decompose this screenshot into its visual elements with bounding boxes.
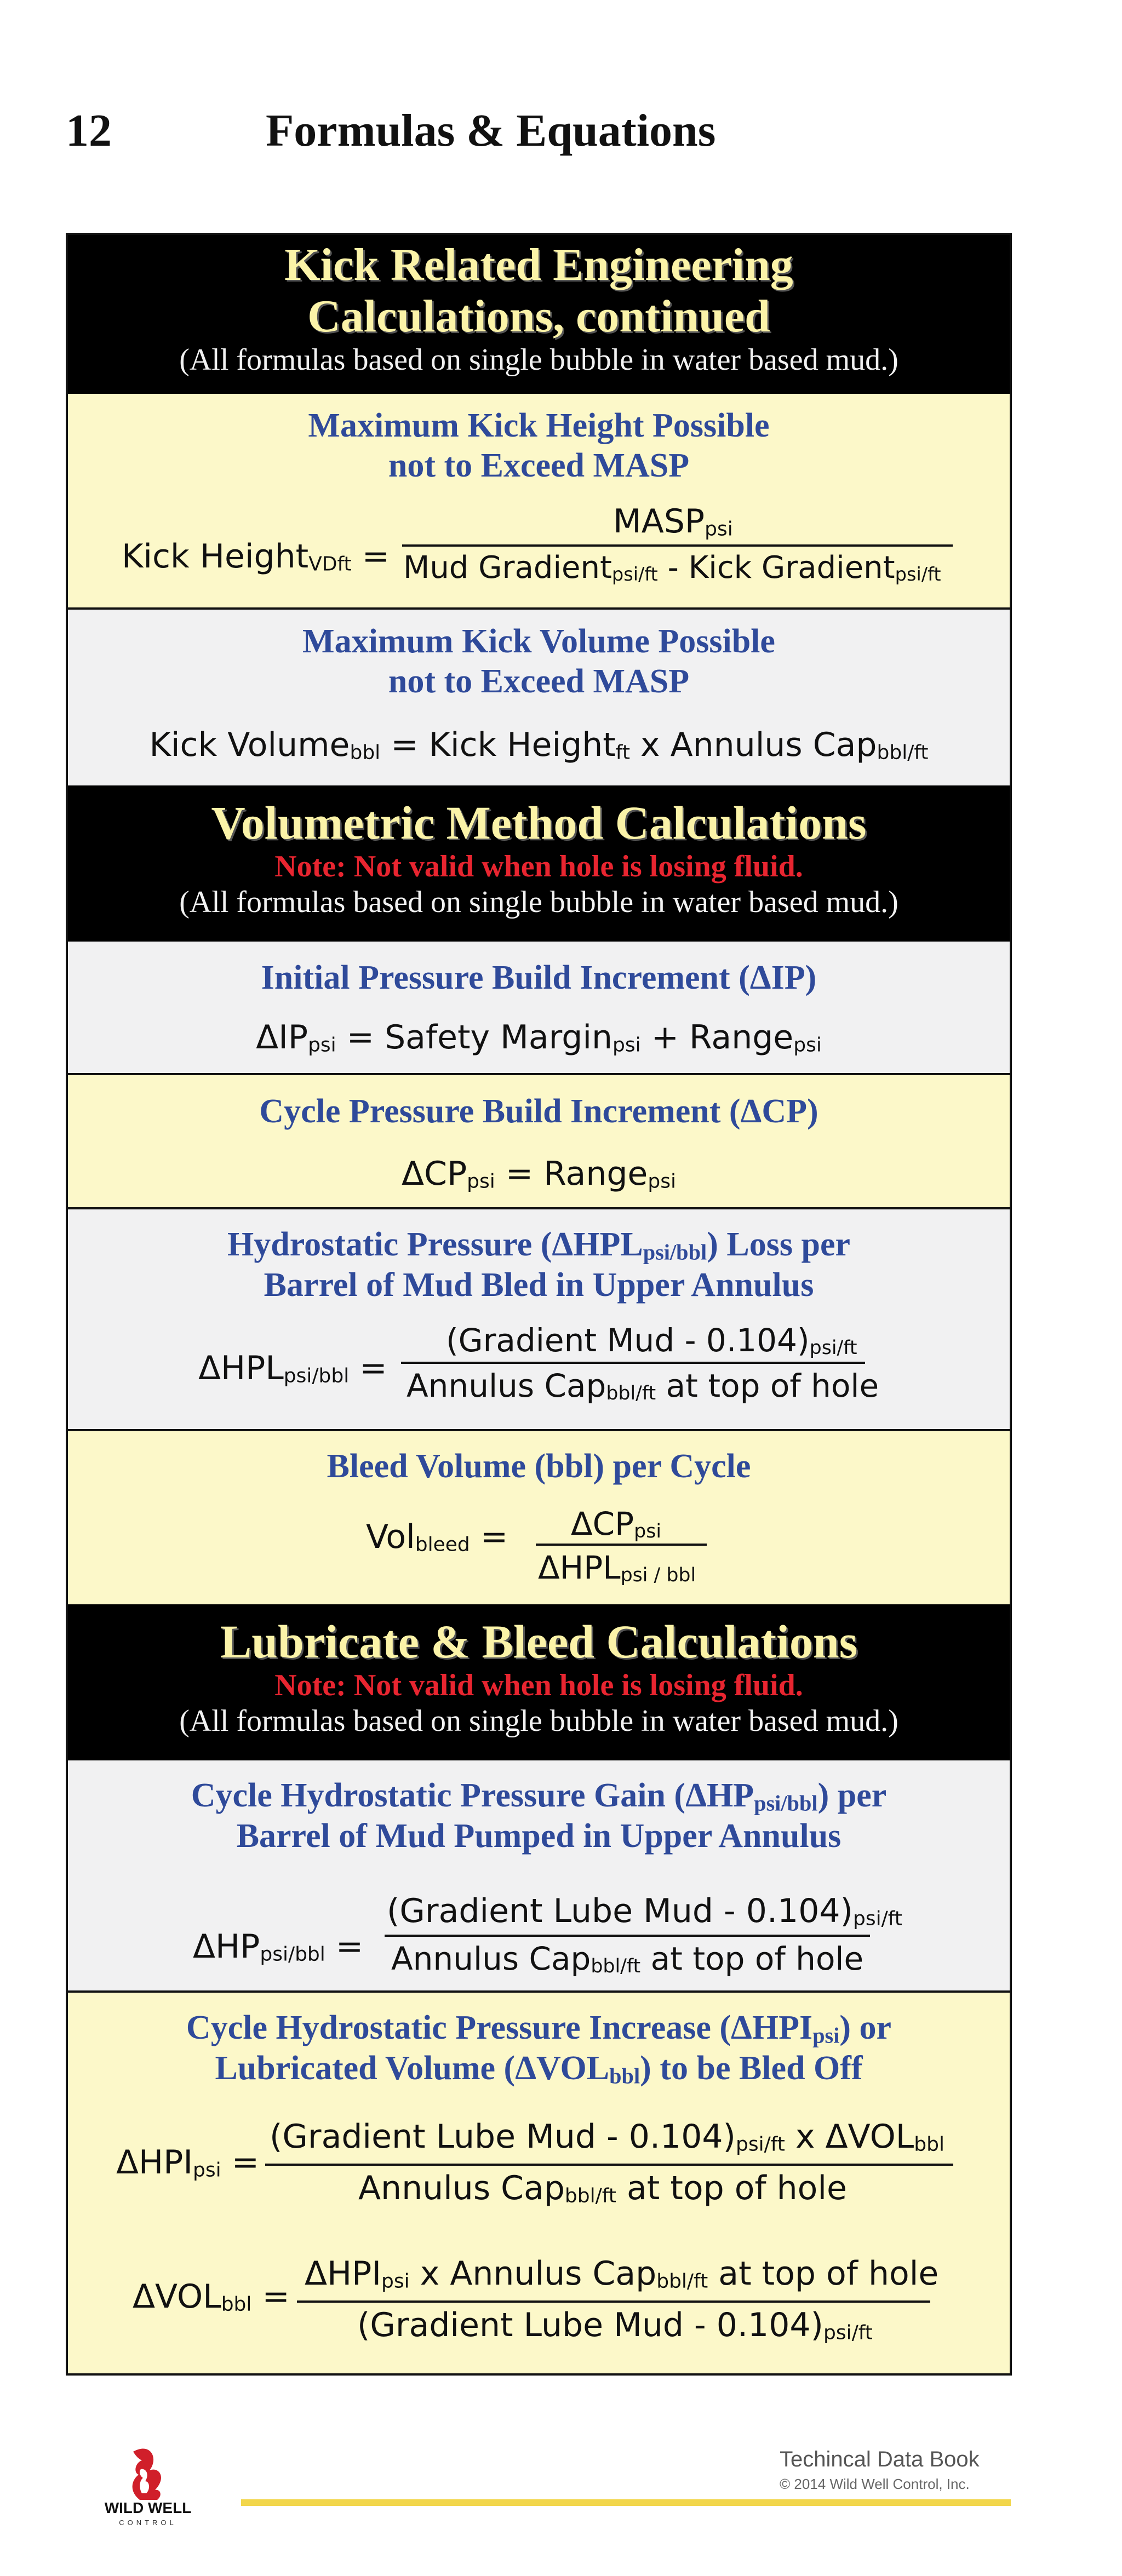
kick-volume-formula: Kick Volume$_{bbl}$ = Kick Height$_{ft}$ x Annulus Cap$_{bbl/ft}$ [149,726,929,764]
vol-numerator: $\Delta HPI_{psi}$ x Annulus Cap$_{bbl/ft}$ at top of hole [305,2254,939,2293]
max-kick-volume-title [68,622,1010,702]
hydrostatic-loss-section [68,1207,1010,1429]
max-kick-height-title [68,406,1010,486]
max-kick-height-section [68,394,1010,607]
vol-fraction-line [297,2300,930,2303]
hp-lhs: $\Delta HP_{psi/bbl}$ = [193,1927,364,1966]
max-kick-volume-title-line1: Maximum Kick Volume Possible [302,623,775,660]
page-title: Formulas & Equations [266,105,716,156]
cycle-pressure-title: Cycle Pressure Build Increment (ΔCP) [259,1093,818,1130]
kick-height-fraction-line [402,544,953,547]
cycle-gain-section [68,1760,1010,1990]
hp-denominator: Annulus Cap$_{bbl/ft}$ at top of hole [391,1940,864,1978]
formula-table [66,233,1012,2376]
hpl-numerator: (Gradient Mud - $0.104)_{psi/ft}$ [446,1322,857,1359]
lubricate-banner-note: Note: Not valid when hole is losing fluid. [274,1668,803,1703]
initial-pressure-title: Initial Pressure Build Increment (ΔIP) [261,959,817,996]
footer-copyright: © 2014 Wild Well Control, Inc. [780,2476,970,2492]
footer-rule [241,2499,1011,2506]
lubricate-banner [68,1604,1010,1760]
kick-height-numerator: $MASP_{psi}$ [613,502,733,541]
vol-lhs: $\Delta VOL_{bbl}$ = [133,2277,290,2316]
lubricate-banner-subtitle: (All formulas based on single bubble in water based mud.) [179,1703,898,1738]
hydrostatic-loss-title-line2: Barrel of Mud Bled in Upper Annulus [264,1266,814,1304]
max-kick-volume-title-line2: not to Exceed MASP [388,663,690,701]
cycle-pressure-section [68,1073,1010,1207]
hpl-denominator: Annulus Cap$_{bbl/ft}$ at top of hole [407,1367,879,1405]
cycle-increase-section [68,1990,1010,2373]
cycle-increase-title-line2: Lubricated Volume $(\Delta VOL_{bbl})$ to be Bled Off [215,2049,863,2089]
max-kick-volume-section [68,607,1010,785]
volumetric-banner [68,785,1010,942]
cycle-increase-title-line1: Cycle Hydrostatic Pressure Increase $(\Delta HPI_{psi})$ or [186,2009,892,2048]
page-number: 12 [66,105,112,156]
vol-denominator: (Gradient Lube Mud - $0.104)_{psi/ft}$ [357,2306,873,2344]
cycle-gain-title [68,1776,1010,1856]
wild-well-logo [85,2436,211,2529]
hpi-lhs: $\Delta HPI_{psi}$ = [116,2143,260,2182]
kick-height-denominator: Mud Gradient$_{psi/ft}$ - Kick Gradient$_{psi/ft}$ [403,550,941,586]
svg-text:WILD WELL: WILD WELL [104,2499,192,2516]
cycle-gain-title-line1: Cycle Hydrostatic Pressure Gain $(\Delta HP_{psi/bbl})$ per [191,1777,887,1816]
kick-banner-subtitle: (All formulas based on single bubble in water based mud.) [179,343,898,377]
footer-book-title: Techincal Data Book [780,2447,980,2471]
kick-height-lhs: Kick Height$_{VDft}$ = [122,537,390,576]
hydrostatic-loss-title [68,1225,1010,1305]
kick-banner-title-line2: Calculations, continued [307,291,770,342]
volumetric-banner-subtitle: (All formulas based on single bubble in water based mud.) [179,885,898,919]
bleed-volume-denominator: $\Delta HPL_{psi / bbl}$ [538,1549,696,1587]
hpi-numerator: (Gradient Lube Mud - $0.104)_{psi/ft}$ x $\Delta VOL_{bbl}$ [270,2118,944,2156]
bleed-volume-lhs: Vol$_{bleed}$ = [366,1518,508,1556]
cycle-gain-title-line2: Barrel of Mud Pumped in Upper Annulus [236,1817,842,1855]
wild-well-logo-icon [85,2436,211,2529]
initial-pressure-formula: $\Delta IP_{psi}$ = Safety Margin$_{psi}$ + Range$_{psi}$ [256,1018,822,1057]
bleed-volume-title: Bleed Volume (bbl) per Cycle [327,1448,751,1485]
svg-text:CONTROL: CONTROL [119,2518,177,2527]
bleed-volume-section [68,1429,1010,1604]
hydrostatic-loss-title-line1: Hydrostatic Pressure $(\Delta HPL_{psi/bbl})$ Loss per [227,1226,850,1265]
page-header [66,104,997,164]
cycle-increase-title [68,2008,1010,2089]
max-kick-height-title-line1: Maximum Kick Height Possible [308,407,770,444]
initial-pressure-section [68,942,1010,1073]
cycle-pressure-formula: $\Delta CP_{psi}$ = Range$_{psi}$ [402,1155,676,1193]
bleed-volume-fraction-line [536,1544,707,1546]
max-kick-height-title-line2: not to Exceed MASP [388,447,690,485]
bleed-volume-numerator: $\Delta CP_{psi}$ [571,1505,662,1543]
hpi-fraction-line [265,2164,953,2166]
hpi-denominator: Annulus Cap$_{bbl/ft}$ at top of hole [358,2169,847,2207]
hpl-lhs: $\Delta HPL_{psi/bbl}$ = [198,1349,387,1387]
lubricate-banner-title: Lubricate & Bleed Calculations [220,1615,858,1668]
kick-banner [68,235,1010,394]
hp-fraction-line [385,1935,870,1937]
hp-numerator: (Gradient Lube Mud - $0.104)_{psi/ft}$ [387,1892,902,1930]
volumetric-banner-note: Note: Not valid when hole is losing fluid. [274,850,803,884]
volumetric-banner-title: Volumetric Method Calculations [211,796,867,849]
kick-banner-title-line1: Kick Related Engineering [284,239,793,290]
hpl-fraction-line [401,1362,865,1364]
